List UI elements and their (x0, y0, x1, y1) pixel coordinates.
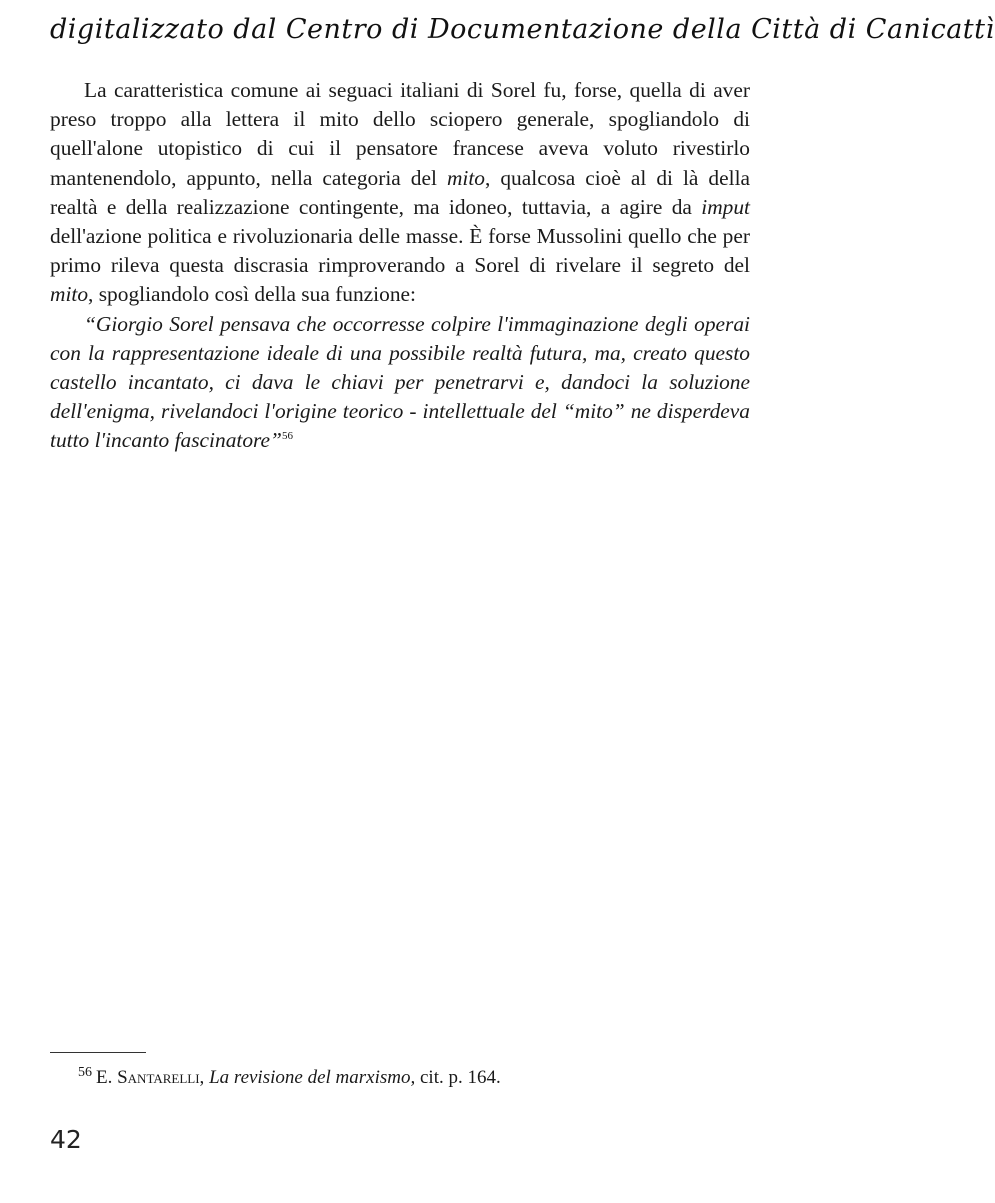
footnote-reference: 56 (281, 430, 293, 443)
page-number: 42 (50, 1125, 82, 1154)
paragraph-text-1: La caratteristica comune ai seguaci italiani di Sorel fu, forse, quella di aver preso troppo alla lettera il mito dello sciopero generale, spogliandolo di quell'alone utopistico di cui il pensatore francese aveva voluto rivestirlo mantenendolo, appunto, nella categoria del (50, 78, 750, 190)
emphasis-imput: imput (701, 194, 750, 219)
main-paragraph (50, 76, 750, 310)
footnote-citation: cit. p. 164. (419, 1067, 501, 1088)
footnote-author: E. Santarelli, (96, 1067, 205, 1088)
body-text (50, 76, 750, 456)
paragraph-text-4: , spogliandolo così della sua funzione: (88, 282, 416, 307)
footnote-number: 56 (78, 1064, 92, 1080)
footnote-title: La revisione del marxismo, (209, 1067, 416, 1088)
digitization-watermark: digitalizzato dal Centro di Documentazione della Città di Canicattì (50, 14, 995, 45)
quote-text: “Giorgio Sorel pensava che occorresse colpire l'immaginazione degli operai con la rappresentazione ideale di una possibile realtà futura, ma, creato questo castello incantato, ci dava le chiavi per penetrarvi e, dandoci la soluzione dell'enigma, rivelandoci l'origine teorico - intellettuale del “mito” ne disperdeva tutto l'incanto fascinatore” (50, 311, 750, 453)
paragraph-text-3: dell'azione politica e rivoluzionaria delle masse. È forse Mussolini quello che per primo rileva questa discrasia rimproverando a Sorel di rivelare il segreto del (50, 224, 750, 278)
paragraph-text-2: , qualcosa cioè al di là della realtà e della realizzazione contingente, ma idoneo, tuttavia, a agire da (50, 165, 751, 219)
emphasis-mito-1: mito (446, 165, 485, 190)
mussolini-quote (50, 310, 750, 456)
footnote (78, 1066, 501, 1090)
footnote-divider (50, 1052, 146, 1053)
emphasis-mito-2: mito (50, 282, 89, 307)
